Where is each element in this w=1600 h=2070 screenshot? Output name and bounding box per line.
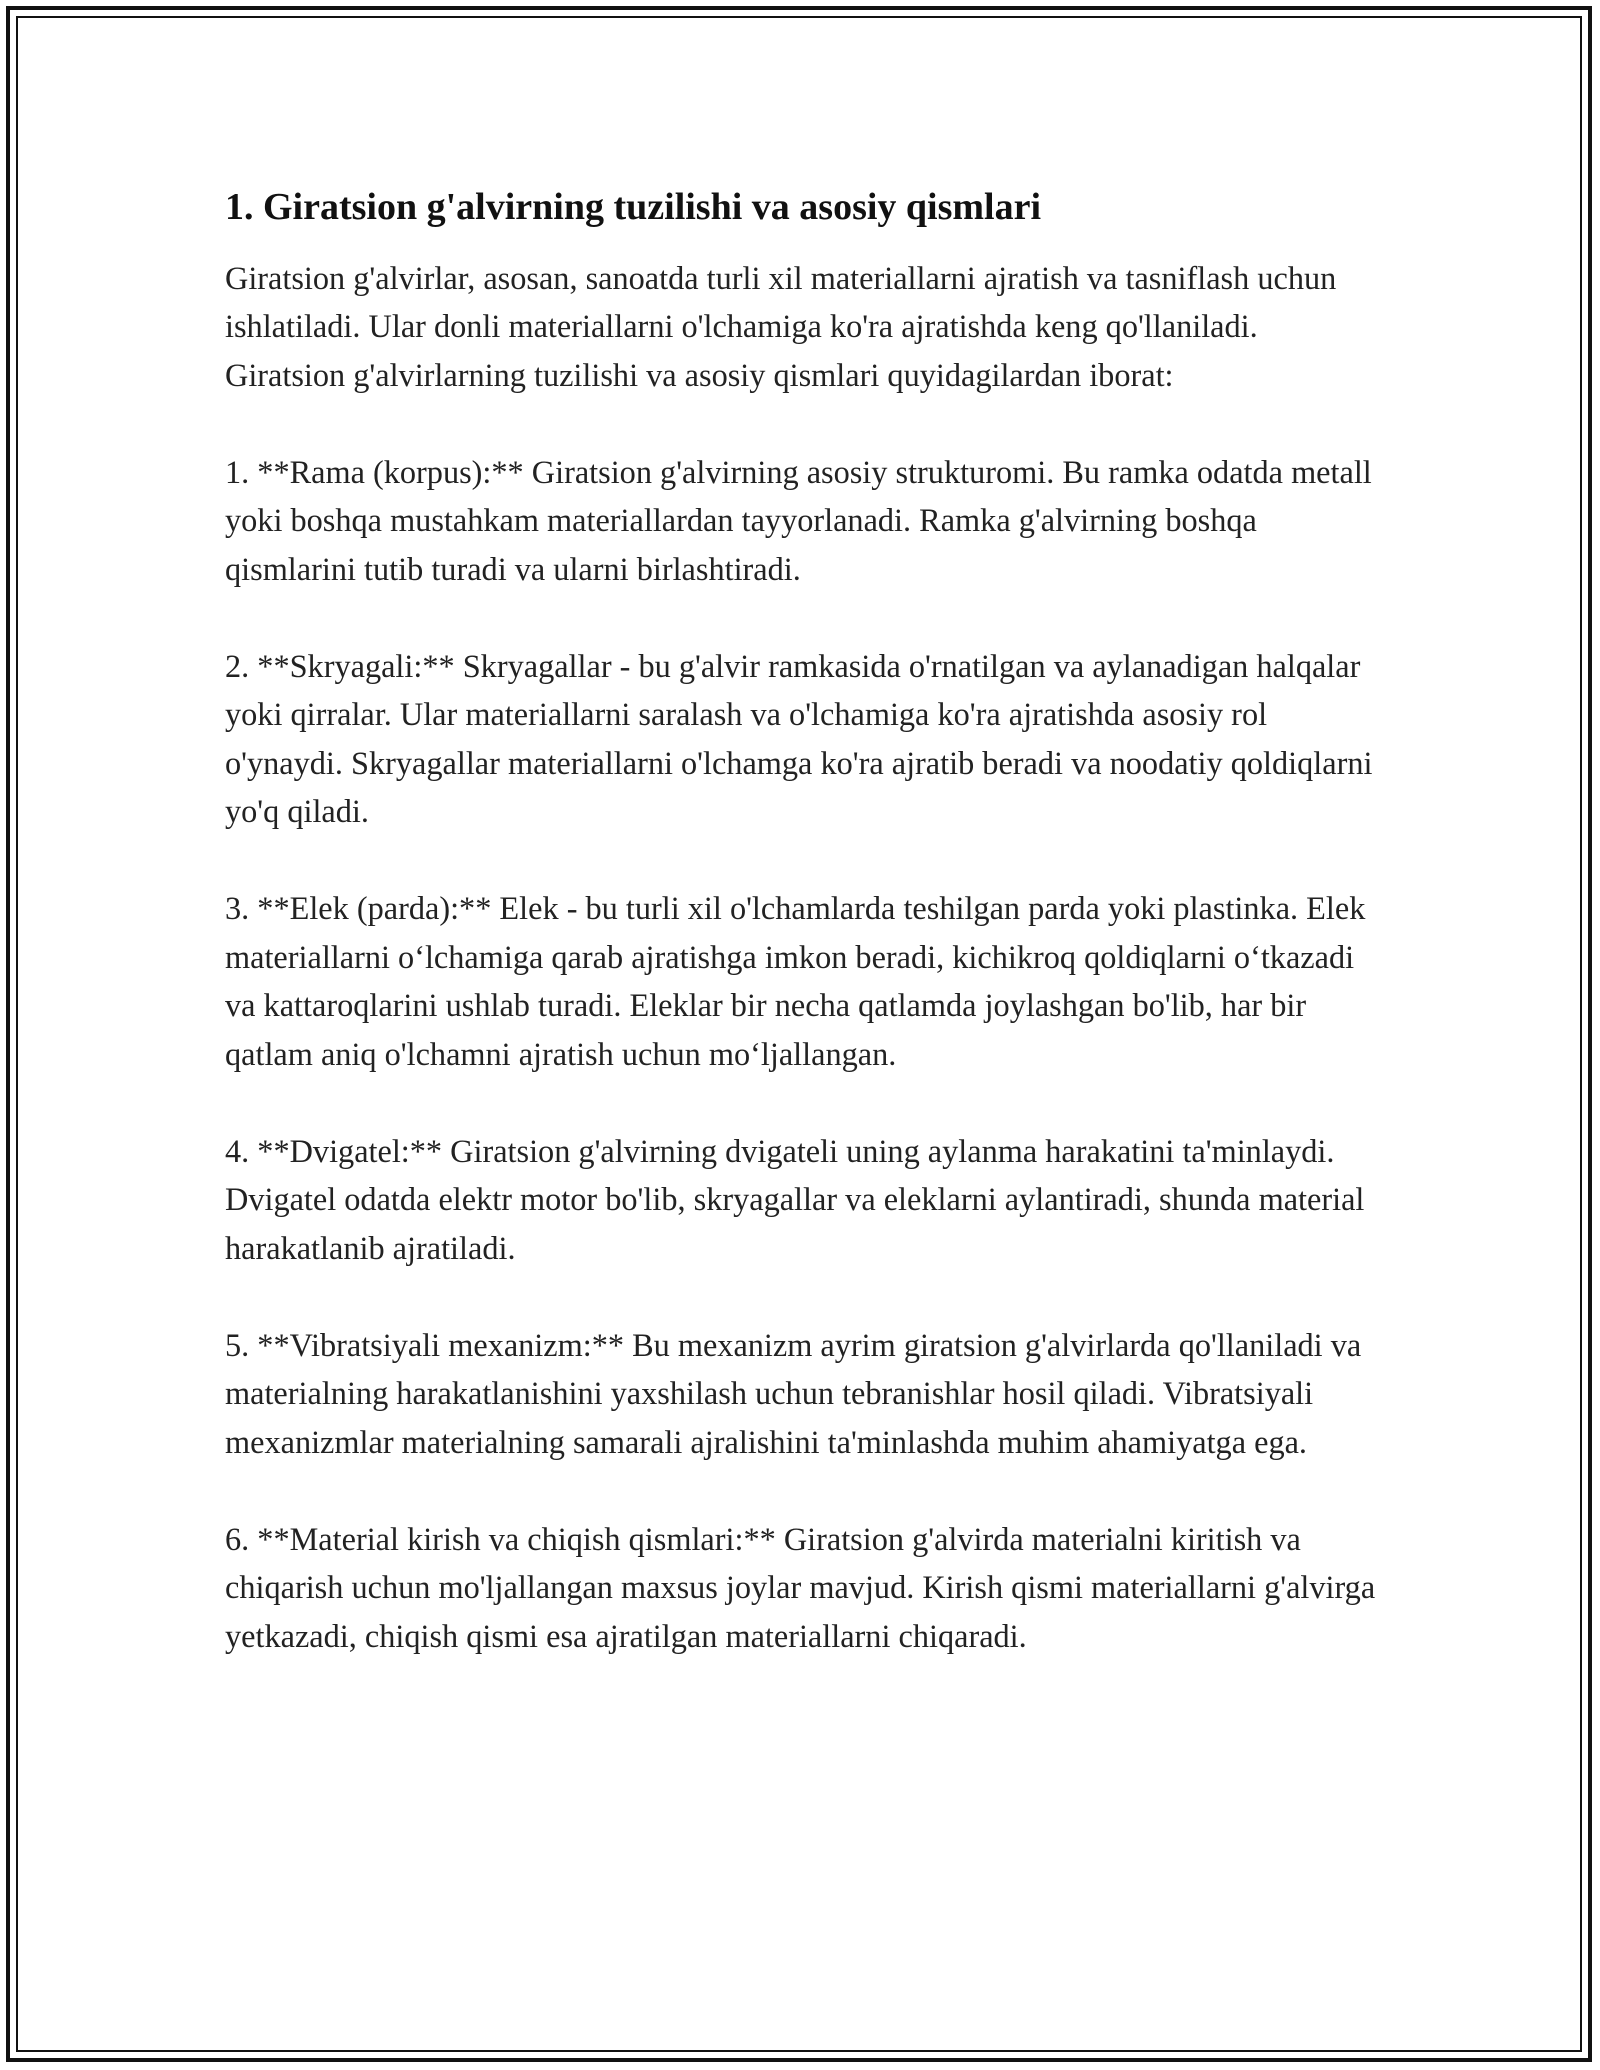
list-item-rama: 1. **Rama (korpus):** Giratsion g'alvirning asosiy strukturomi. Bu ramka odatda metall yoki boshqa mustahkam materiallardan tayyorlanadi. Ramka g'alvirning boshqa qismlarini tutib turadi va ularni birlashtiradi.	[225, 453, 1372, 587]
list-item-dvigatel: 4. **Dvigatel:** Giratsion g'alvirning dvigateli uning aylanma harakatini ta'minlaydi. Dvigatel odatda elektr motor bo'lib, skryagallar va eleklarni aylantiradi, shunda material harakatlanib ajratiladi.	[225, 1132, 1365, 1266]
list-item-skryagali: 2. **Skryagali:** Skryagallar - bu g'alvir ramkasida o'rnatilgan va aylanadigan halqalar yoki qirralar. Ular materiallarni saralash va o'lchamiga ko'ra ajratishda asosiy rol o'ynaydi. Skryagallar materiallarni o'lchamga ko'ra ajratib beradi va noodatiy qoldiqlarni yo'q qiladi.	[225, 647, 1373, 830]
list-item-material-kirish-chiqish: 6. **Material kirish va chiqish qismlari:** Giratsion g'alvirda materialni kiritish va chiqarish uchun mo'ljallangan maxsus joylar mavjud. Kirish qismi materiallarni g'alvirga yetkazadi, chiqish qismi esa ajratilgan materiallarni chiqaradi.	[225, 1520, 1376, 1654]
list-item-vibratsiyali-mexanizm: 5. **Vibratsiyali mexanizm:** Bu mexanizm ayrim giratsion g'alvirlarda qo'llaniladi va materialning harakatlanishini yaxshilash uchun tebranishlar hosil qiladi. Vibratsiyali mexanizmlar materialning samarali ajralishini ta'minlashda muhim ahamiyatga ega.	[225, 1326, 1362, 1460]
list-item-elek: 3. **Elek (parda):** Elek - bu turli xil o'lchamlarda teshilgan parda yoki plastinka. Elek materiallarni o‘lchamiga qarab ajratishga imkon beradi, kichikroq qoldiqlarni o‘tkazadi va kattaroqlarini ushlab turadi. Eleklar bir necha qatlamda joylashgan bo'lib, har bir qatlam aniq o'lchamni ajratish uchun mo‘ljallangan.	[225, 890, 1366, 1072]
document-body	[225, 185, 1385, 1660]
document-title: 1. Giratsion g'alvirning tuzilishi va asosiy qismlari	[225, 186, 1042, 228]
intro-paragraph: Giratsion g'alvirlar, asosan, sanoatda turli xil materiallarni ajratish va tasniflash uchun ishlatiladi. Ular donli materiallarni o'lchamiga ko'ra ajratishda keng qo'llaniladi. Giratsion g'alvirlarning tuzilishi va asosiy qismlari quyidagilardan iborat:	[225, 259, 1337, 393]
